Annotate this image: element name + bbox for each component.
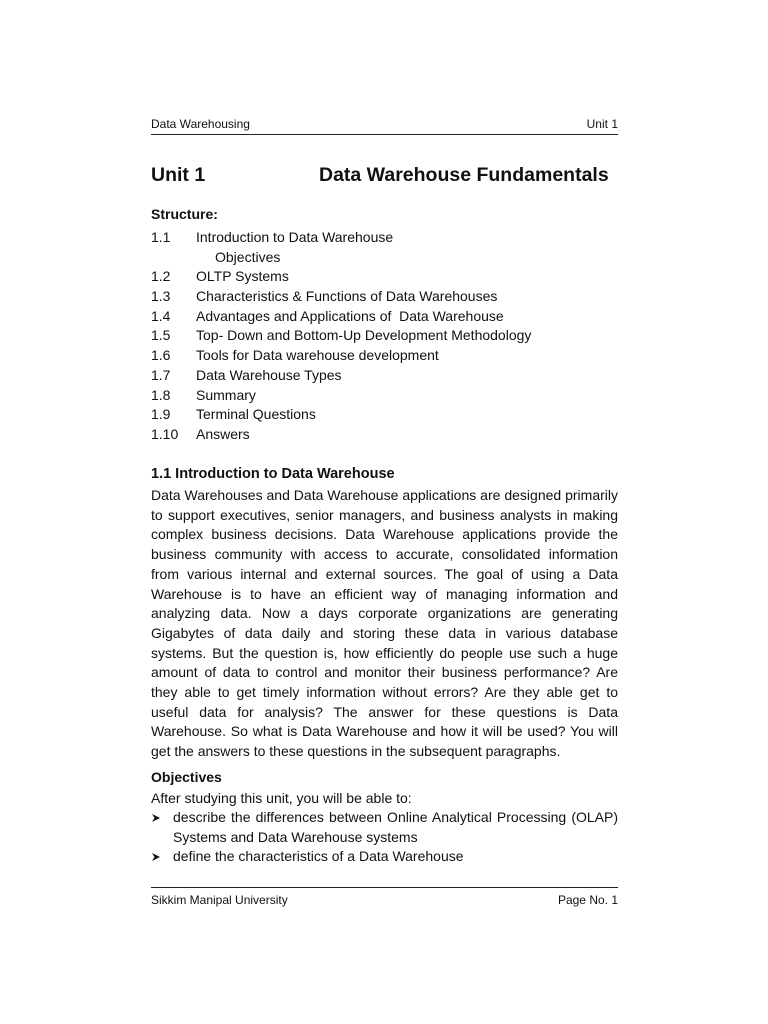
structure-item (151, 405, 618, 425)
structure-item-title: Advantages and Applications of Data Warehouse (196, 307, 504, 324)
structure-item (151, 228, 618, 248)
objective-text: describe the differences between Online Analytical Processing (OLAP) Systems and Data Warehouse systems (173, 809, 618, 845)
section-heading: 1.1 Introduction to Data Warehouse (151, 466, 395, 482)
arrowhead-bullet-icon (151, 808, 169, 823)
objectives-lead: After studying this unit, you will be able to: (151, 790, 412, 806)
structure-item (151, 346, 618, 366)
objectives-heading: Objectives (151, 769, 222, 785)
structure-item-title: Top- Down and Bottom-Up Development Methodology (196, 327, 532, 344)
structure-item (151, 267, 618, 287)
footer-page-number: Page No. 1 (557, 893, 618, 907)
structure-item-title: Introduction to Data Warehouse (196, 229, 394, 245)
structure-item-number: 1.9 (151, 406, 171, 423)
structure-item-number: 1.8 (151, 386, 171, 403)
structure-item-title: OLTP Systems (196, 268, 289, 285)
unit-name: Data Warehouse Fundamentals (319, 164, 609, 186)
structure-item (151, 366, 618, 386)
objectives-list (151, 808, 618, 867)
structure-item-title: Summary (196, 386, 256, 403)
running-header (151, 116, 618, 132)
structure-item (151, 386, 618, 406)
arrowhead-bullet-icon (151, 847, 169, 862)
structure-item-title: Characteristics & Functions of Data Warehouses (196, 288, 498, 305)
structure-item (151, 326, 618, 346)
structure-item-number: 1.7 (151, 366, 171, 383)
objective-item (151, 808, 618, 847)
header-unit-label: Unit 1 (586, 117, 618, 131)
structure-item-title: Tools for Data warehouse development (196, 347, 439, 364)
structure-item-number: 1.6 (151, 347, 171, 364)
unit-number: Unit 1 (151, 164, 206, 186)
structure-item-number: 1.10 (151, 425, 179, 442)
document-page (151, 0, 618, 1024)
header-course-name: Data Warehousing (151, 117, 250, 131)
structure-item-number: 1.5 (151, 327, 171, 344)
footer-rule (151, 887, 618, 888)
unit-title (151, 161, 618, 189)
structure-list (151, 228, 618, 445)
structure-item (151, 287, 618, 307)
structure-item-title: Data Warehouse Types (196, 366, 342, 383)
footer-university: Sikkim Manipal University (151, 893, 288, 907)
header-rule (151, 134, 618, 135)
structure-heading: Structure: (151, 206, 218, 222)
structure-item (151, 425, 618, 445)
structure-item-number: 1.1 (151, 229, 171, 245)
structure-item-number: 1.4 (151, 307, 171, 324)
objective-text: define the characteristics of a Data Warehouse (173, 848, 464, 865)
structure-item (151, 307, 618, 327)
objective-item (151, 847, 618, 867)
intro-paragraph: Data Warehouses and Data Warehouse applications are designed primarily to support executives, senior managers, and business analysts in making complex business decisions. Data Warehouse applications provide the business community with access to accurate, consolidated information from various internal and external sources. The goal of using a Data Warehouse is to have an efficient way of managing information and analyzing data. Now a days corporate organizations are generating Gigabytes of data daily and storing these data in various database systems. But the question is, how efficiently do people use such a huge amount of data to control and monitor their business performance? Are they able to get timely information without errors? Are they able get to useful data for analysis? The answer for these questions is Data Warehouse. So what is Data Warehouse and how it will be used? You will get the answers to these questions in the subsequent paragraphs. (151, 487, 618, 760)
running-footer (151, 892, 618, 908)
structure-item-title: Answers (196, 425, 250, 442)
structure-item-number: 1.3 (151, 288, 171, 305)
structure-subitem (151, 248, 618, 268)
structure-subitem-title: Objectives (215, 248, 281, 265)
structure-item-number: 1.2 (151, 268, 171, 285)
structure-item-title: Terminal Questions (196, 406, 316, 423)
